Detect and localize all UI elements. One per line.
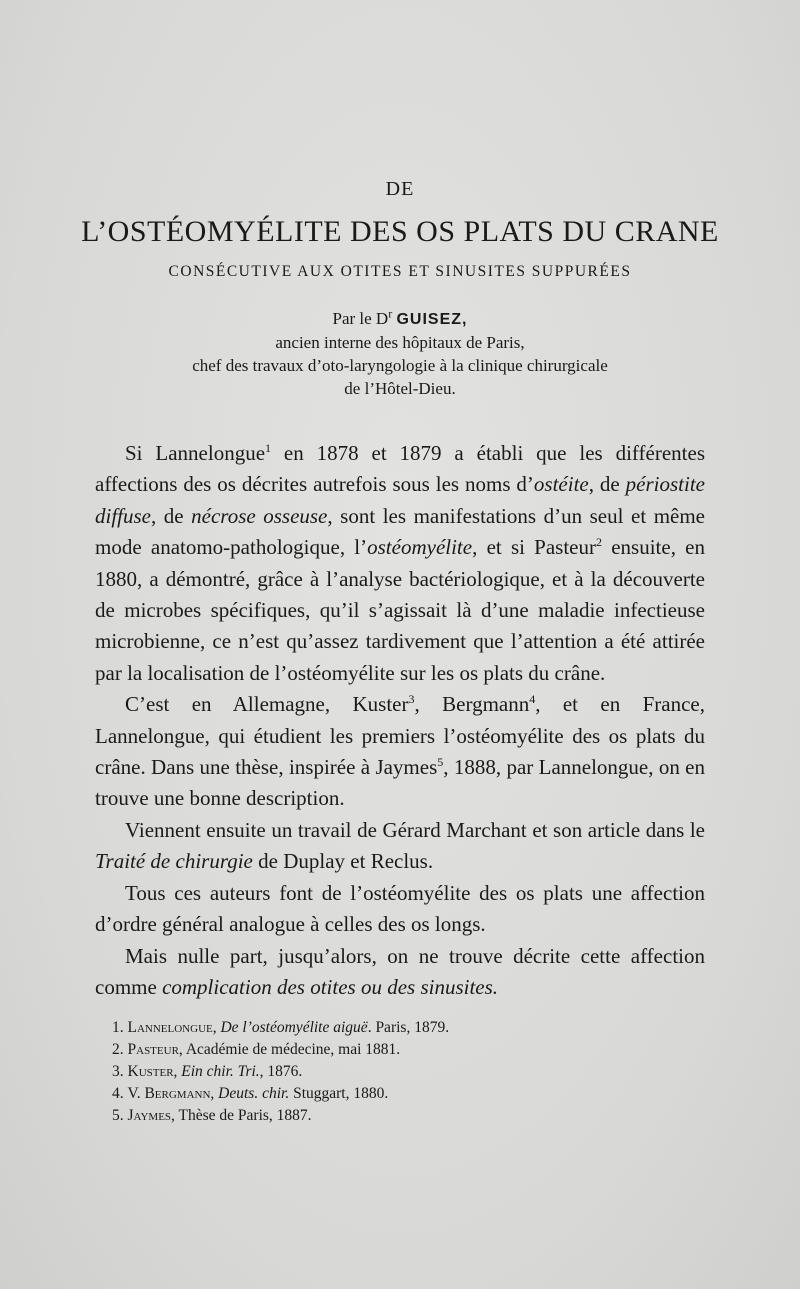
author-name: GUISEZ, bbox=[396, 311, 468, 328]
footnote-title: Ein chir. Tri. bbox=[181, 1063, 260, 1081]
footnote-sep: , bbox=[178, 1041, 186, 1059]
footnote-author: Pasteur bbox=[127, 1041, 179, 1059]
author-affiliation-2: chef des travaux d’oto-laryngologie à la clinique chirurgicale bbox=[192, 356, 608, 375]
footnote-author: Jaymes bbox=[127, 1107, 172, 1125]
footnote-rest: Thèse de Paris, 1887. bbox=[178, 1107, 312, 1125]
footnote-number: 1. bbox=[112, 1019, 124, 1037]
footnote-rest: Stuggart, 1880. bbox=[289, 1085, 389, 1103]
paragraph-3 bbox=[95, 815, 705, 878]
p2-text-a: C’est en Allemagne, Kuster bbox=[125, 692, 409, 717]
article-subtitle: CONSÉCUTIVE AUX OTITES ET SINUSITES SUPPURÉES bbox=[168, 263, 632, 280]
p1-italic-necrose: nécrose osseuse bbox=[191, 503, 328, 528]
p1-italic-periostite: périostite diffuse bbox=[95, 472, 705, 528]
footnote-item bbox=[112, 1105, 632, 1127]
footnote-ref-1: 1 bbox=[265, 441, 272, 455]
footnote-ref-2: 2 bbox=[596, 535, 602, 550]
title-kicker: DE bbox=[385, 178, 415, 200]
footnote-item bbox=[112, 1039, 632, 1061]
footnote-sep: , bbox=[171, 1107, 179, 1125]
author-affiliation-3: de l’Hôtel-Dieu. bbox=[344, 379, 456, 398]
footnote-author: V. Bergmann bbox=[127, 1085, 211, 1103]
footnote-author: Kuster bbox=[127, 1063, 174, 1081]
article-body bbox=[95, 438, 705, 1003]
footnote-sep: , bbox=[210, 1085, 219, 1103]
p3-italic-traite: Traité de chirurgie bbox=[95, 849, 253, 874]
p5-text-a: Mais nulle part, jusqu’alors, on ne trouve décrite cette affection comme bbox=[95, 943, 705, 999]
footnote-number: 4. bbox=[112, 1085, 124, 1103]
p5-italic-complication: complication des otites ou des sinusites. bbox=[162, 974, 499, 999]
p1-text-e: , sont les manifestations d’un seul et même mode anatomo-pathologique, l’ bbox=[95, 503, 706, 560]
footnote-sep: , bbox=[212, 1019, 221, 1037]
p1-text-f: , et si Pasteur bbox=[472, 535, 596, 560]
author-block bbox=[0, 307, 800, 400]
author-byline bbox=[0, 307, 800, 331]
p4-text-a: Tous ces auteurs font de l’ostéomyélite des os plats une affection d’ordre général analogue à celles des os longs. bbox=[95, 880, 705, 937]
footnote-author: Lannelongue bbox=[127, 1019, 213, 1037]
byline-prefix: Par le D bbox=[332, 309, 389, 328]
paragraph-2 bbox=[95, 689, 705, 815]
p2-text-d: , 1888, par Lannelongue, on en trouve une bonne description. bbox=[95, 755, 705, 811]
p1-text-d: , de bbox=[151, 503, 192, 528]
paragraph-5 bbox=[95, 941, 705, 1004]
article-title: L’OSTÉOMYÉLITE DES OS PLATS DU CRANE bbox=[81, 215, 719, 248]
p3-text-a: Viennent ensuite un travail de Gérard Marchant et son article dans le bbox=[125, 817, 705, 842]
footnote-spacer bbox=[0, 1003, 800, 1017]
byline-prefix-sup: r bbox=[388, 306, 393, 321]
footnote-rest: Académie de médecine, mai 1881. bbox=[185, 1041, 401, 1059]
p1-italic-osteite: ostéite bbox=[533, 472, 589, 497]
p1-text-a: Si Lannelongue bbox=[125, 441, 266, 465]
footnote-ref-3: 3 bbox=[408, 692, 415, 707]
footnote-title: De l’ostéomyélite aiguë bbox=[220, 1019, 368, 1037]
p2-text-c: , et en France, Lannelongue, qui étudient les premiers l’ostéomyélite des os plats du crâne. Dans une thèse, inspirée à Jaymes bbox=[95, 692, 705, 780]
p1-text-b: en 1878 et 1879 a établi que les différentes affections des os décrites autrefois sous les noms d’ bbox=[95, 441, 705, 497]
footnote-title: Deuts. chir. bbox=[218, 1085, 290, 1103]
paragraph-4 bbox=[95, 878, 705, 941]
p1-italic-osteomyelite: ostéomyélite bbox=[367, 535, 473, 560]
footnote-number: 3. bbox=[112, 1063, 124, 1081]
footnote-ref-5: 5 bbox=[437, 755, 444, 770]
footnotes bbox=[112, 1017, 632, 1127]
p1-text-c: , de bbox=[588, 472, 626, 497]
footnote-item bbox=[112, 1083, 632, 1105]
footnote-number: 2. bbox=[112, 1041, 124, 1059]
footnote-sep: , bbox=[173, 1063, 182, 1081]
p1-text-g: ensuite, en 1880, a démontré, grâce à l’analyse bactériologique, et à la découverte de microbes spécifiques, qu’il s’agissait là d’une maladie infectieuse microbienne, ce n’est qu’assez tardivement que l’attention a été attirée par la localisation de l’ostéomyélite sur les os plats du crâne. bbox=[95, 535, 705, 685]
footnote-ref-4: 4 bbox=[529, 692, 536, 707]
p3-text-b: de Duplay et Reclus. bbox=[252, 849, 434, 874]
p2-text-b: , Bergmann bbox=[414, 692, 530, 717]
footnote-rest: , 1876. bbox=[259, 1063, 303, 1081]
paragraph-1 bbox=[95, 438, 705, 689]
author-affiliation-1: ancien interne des hôpitaux de Paris, bbox=[275, 333, 525, 352]
footnote-item bbox=[112, 1061, 632, 1083]
footnote-number: 5. bbox=[112, 1107, 124, 1125]
footnote-item bbox=[112, 1017, 632, 1039]
footnote-rest: . Paris, 1879. bbox=[367, 1019, 450, 1037]
